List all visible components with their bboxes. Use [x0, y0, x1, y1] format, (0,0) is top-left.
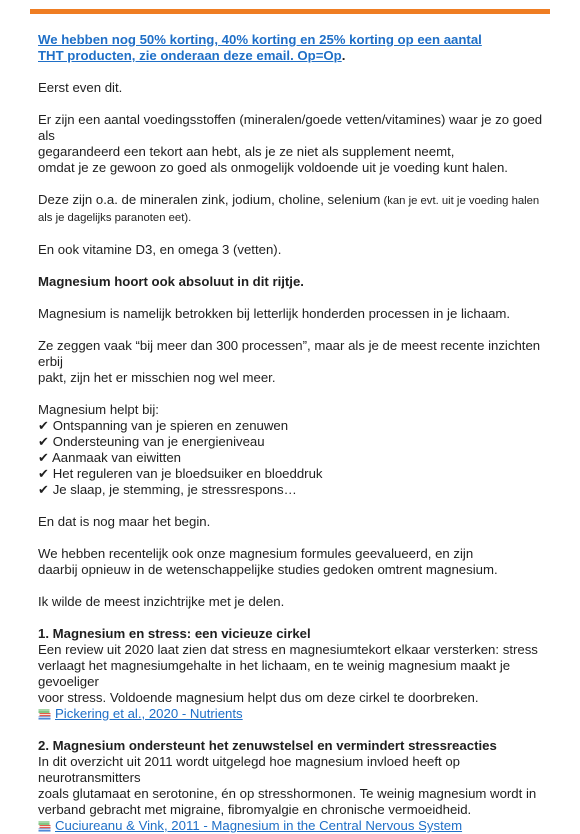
minerals-paragraph	[38, 192, 543, 226]
study-line: voor stress. Voldoende magnesium helpt dus om deze cirkel te doorbreken.	[38, 690, 479, 705]
processes-line-1: Ze zeggen vaak “bij meer dan 300 processen”, maar als je de meest recente inzichten erbij	[38, 338, 541, 369]
study-reference-link[interactable]: Cuciureanu & Vink, 2011 - Magnesium in the Central Nervous System	[55, 818, 463, 833]
magnesium-heading	[38, 274, 543, 290]
promo-line-1: We hebben nog 50% korting, 40% korting en 25% korting op een aantal	[38, 32, 482, 47]
study-2	[38, 738, 543, 834]
evaluated-paragraph	[38, 546, 543, 578]
nutrients-line-2: gegarandeerd een tekort aan hebt, als je ze niet als supplement neemt,	[38, 144, 455, 159]
helps-title: Magnesium helpt bij:	[38, 402, 159, 417]
helps-item: ✔ Ontspanning van je spieren en zenuwen	[38, 418, 289, 433]
processes-line-2: pakt, zijn het er misschien nog wel meer.	[38, 370, 276, 385]
study-line: verband gebracht met migraine, fibromyalgie en chronische vermoeidheid.	[38, 802, 472, 817]
promo-paragraph	[38, 32, 543, 64]
processes-paragraph	[38, 338, 543, 386]
study-heading: 2. Magnesium ondersteunt het zenuwstelsel en vermindert stressreacties	[38, 738, 497, 753]
books-icon	[38, 708, 51, 720]
magnesium-heading-text: Magnesium hoort ook absoluut in dit rijtje.	[38, 274, 304, 289]
promo-link[interactable]	[38, 32, 482, 63]
study-line: verlaagt het magnesiumgehalte in het lichaam, en te weinig magnesium maakt je gevoeliger	[38, 658, 511, 689]
study-heading: 1. Magnesium en stress: een vicieuze cirkel	[38, 626, 311, 641]
nutrients-paragraph	[38, 112, 543, 176]
beginning-text: En dat is nog maar het begin.	[38, 514, 211, 529]
study-line: zoals glutamaat en serotonine, én op stresshormonen. Te weinig magnesium wordt in	[38, 786, 537, 801]
study-line: In dit overzicht uit 2011 wordt uitgelegd hoe magnesium invloed heeft op neurotransmitters	[38, 754, 461, 785]
minerals-note-1: (kan je evt. uit je voeding halen	[380, 195, 540, 207]
evaluated-line-2: daarbij opnieuw in de wetenschappelijke studies gedoken omtrent magnesium.	[38, 562, 498, 577]
helps-item: ✔ Je slaap, je stemming, je stressrespons…	[38, 482, 297, 497]
helps-item: ✔ Het reguleren van je bloedsuiker en bloeddruk	[38, 466, 323, 481]
vitamins-text: En ook vitamine D3, en omega 3 (vetten).	[38, 242, 282, 257]
helps-item: ✔ Aanmaak van eiwitten	[38, 450, 182, 465]
minerals-note-2: als je dagelijks paranoten eet).	[38, 212, 192, 224]
helps-item: ✔ Ondersteuning van je energieniveau	[38, 434, 265, 449]
email-body	[38, 32, 543, 834]
minerals-main: Deze zijn o.a. de mineralen zink, jodium, choline, selenium	[38, 192, 381, 207]
nutrients-line-3: omdat je ze gewoon zo goed als onmogelijk voldoende uit je voeding kunt halen.	[38, 160, 508, 175]
study-line: Een review uit 2020 laat zien dat stress en magnesiumtekort elkaar versterken: stress	[38, 642, 538, 657]
study-1	[38, 626, 543, 722]
involved-text: Magnesium is namelijk betrokken bij letterlijk honderden processen in je lichaam.	[38, 306, 511, 321]
promo-line-2: THT producten, zie onderaan deze email. Op=Op	[38, 48, 342, 63]
books-icon	[38, 820, 51, 832]
promo-suffix: .	[341, 48, 346, 63]
helps-list	[38, 402, 543, 498]
intro-text: Eerst even dit.	[38, 80, 123, 95]
evaluated-line-1: We hebben recentelijk ook onze magnesium formules geevalueerd, en zijn	[38, 546, 474, 561]
study-reference-link[interactable]: Pickering et al., 2020 - Nutrients	[55, 706, 243, 721]
share-text: Ik wilde de meest inzichtrijke met je delen.	[38, 594, 285, 609]
nutrients-line-1: Er zijn een aantal voedingsstoffen (mineralen/goede vetten/vitamines) waar je zo goed als	[38, 112, 543, 143]
header-accent-bar	[30, 9, 550, 14]
